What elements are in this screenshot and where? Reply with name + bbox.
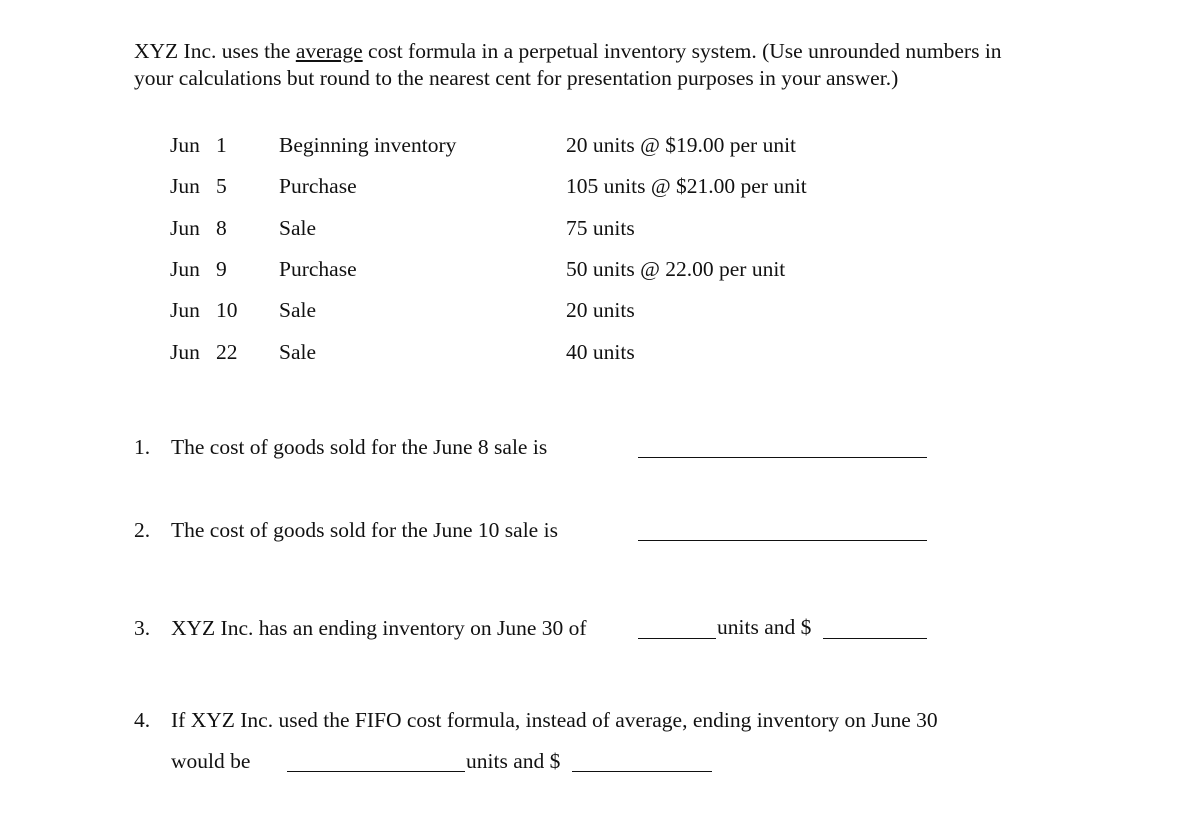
- transaction-date: Jun 22: [170, 340, 238, 364]
- transaction-desc: Purchase: [279, 174, 357, 198]
- transaction-desc: Sale: [279, 216, 317, 240]
- transaction-desc: Sale: [279, 340, 317, 364]
- question-2: [134, 516, 634, 544]
- question-4: [134, 706, 1054, 734]
- transaction-date: Jun 9: [170, 257, 227, 281]
- q4-units-label: units and $: [466, 749, 561, 773]
- transaction-qty: 20 units: [566, 298, 635, 322]
- transaction-desc: Purchase: [279, 257, 357, 281]
- transaction-qty: 105 units @ $21.00 per unit: [566, 174, 807, 198]
- answer-blank-q1[interactable]: [638, 457, 927, 458]
- answer-blank-q3-dollars[interactable]: [823, 638, 927, 639]
- question-number: 3.: [134, 616, 151, 640]
- transaction-row: [0, 255, 1200, 283]
- transaction-qty: 20 units @ $19.00 per unit: [566, 133, 797, 157]
- q4-would-be-label: would be: [171, 749, 251, 773]
- intro-part2: cost formula in a perpetual inventory system. (Use unrounded numbers in your calculations but round to the nearest cent for presentation purposes in your answer.): [134, 39, 1002, 90]
- transaction-qty: 50 units @ 22.00 per unit: [566, 257, 786, 281]
- answer-blank-q3-units[interactable]: [638, 638, 716, 639]
- question-text: XYZ Inc. has an ending inventory on June 30 of: [171, 616, 587, 640]
- transaction-date: Jun 1: [170, 133, 227, 157]
- transaction-row: [0, 338, 1200, 366]
- question-1: [134, 433, 634, 461]
- question-text: The cost of goods sold for the June 8 sale is: [171, 435, 548, 459]
- question-text: If XYZ Inc. used the FIFO cost formula, instead of average, ending inventory on June 30: [171, 708, 938, 732]
- problem-intro: [134, 38, 1034, 91]
- transaction-date: Jun 8: [170, 216, 227, 240]
- transaction-qty: 40 units: [566, 340, 635, 364]
- q3-units-label: units and $: [717, 615, 812, 639]
- question-text: The cost of goods sold for the June 10 sale is: [171, 518, 558, 542]
- transaction-row: [0, 296, 1200, 324]
- question-number: 2.: [134, 518, 151, 542]
- transaction-row: [0, 131, 1200, 159]
- answer-blank-q4-units[interactable]: [287, 771, 465, 772]
- transaction-row: [0, 172, 1200, 200]
- transaction-qty: 75 units: [566, 216, 635, 240]
- question-number: 4.: [134, 708, 151, 732]
- question-number: 1.: [134, 435, 151, 459]
- answer-blank-q4-dollars[interactable]: [572, 771, 712, 772]
- transaction-desc: Sale: [279, 298, 317, 322]
- intro-part1: XYZ Inc. uses the: [134, 39, 296, 63]
- question-3: [134, 614, 639, 642]
- transaction-row: [0, 214, 1200, 242]
- transaction-date: Jun 10: [170, 298, 238, 322]
- answer-blank-q2[interactable]: [638, 540, 927, 541]
- transaction-desc: Beginning inventory: [279, 133, 457, 157]
- intro-underlined-word: average: [295, 39, 363, 63]
- transaction-date: Jun 5: [170, 174, 227, 198]
